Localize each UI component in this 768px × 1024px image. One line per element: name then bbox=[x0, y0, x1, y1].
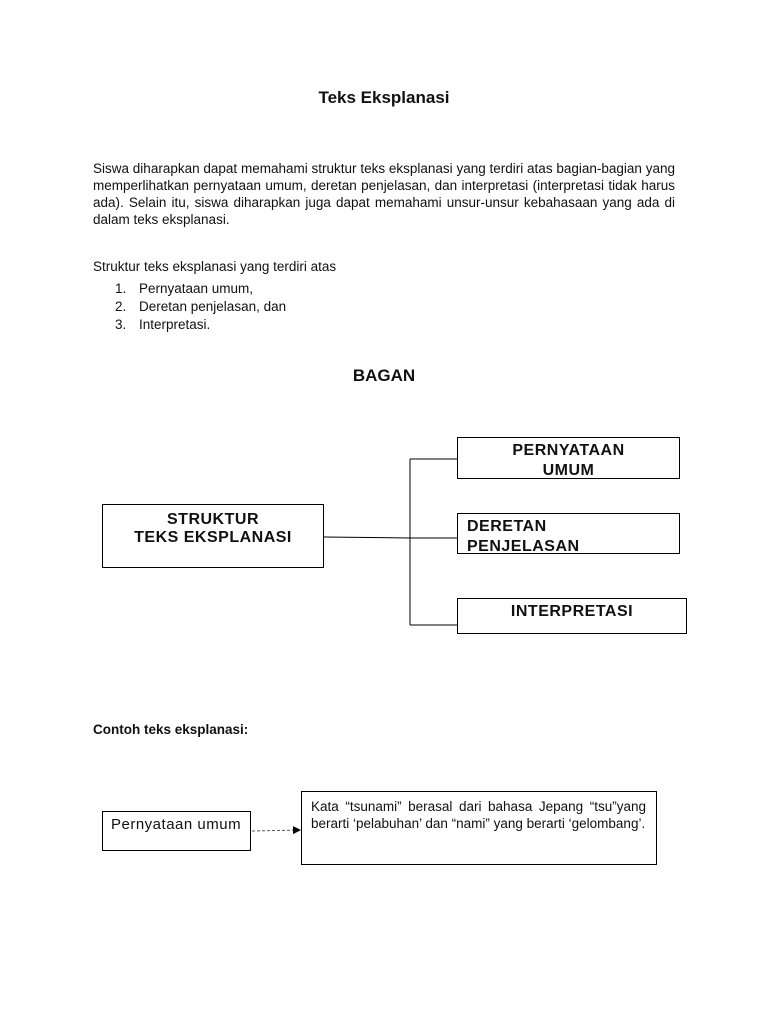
example-arrow bbox=[252, 830, 300, 831]
structure-list-intro: Struktur teks eksplanasi yang terdiri atas bbox=[93, 259, 337, 274]
document-title: Teks Eksplanasi bbox=[318, 88, 450, 107]
example-text: Kata “tsunami” berasal dari bahasa Jepang “tsu”yang berarti ‘pelabuhan’ dan “nami” yang berarti ‘gelombang’. bbox=[311, 799, 646, 831]
diagram-heading: BAGAN bbox=[352, 366, 416, 385]
list-item bbox=[93, 316, 286, 334]
branch-label: PERNYATAAN UMUM bbox=[512, 442, 625, 479]
branch-box-interpretasi bbox=[457, 598, 687, 634]
intro-paragraph: Siswa diharapkan dapat memahami struktur teks eksplanasi yang terdiri atas bagian-bagian yang memperlihatkan pernyataan umum, deretan penjelasan, dan interpretasi (interpretasi tidak harus ada). Selain itu, siswa diharapkan juga dapat memahami unsur-unsur kebahasaan yang ada di dalam teks eksplanasi. bbox=[93, 161, 675, 227]
list-item bbox=[93, 280, 286, 298]
root-label-line2: TEKS EKSPLANASI bbox=[134, 529, 292, 546]
example-heading: Contoh teks eksplanasi: bbox=[93, 722, 249, 737]
list-item-number: 3. bbox=[115, 317, 127, 332]
list-item-text: Pernyataan umum, bbox=[139, 281, 254, 296]
branch-label: INTERPRETASI bbox=[510, 603, 634, 620]
root-label-line1: STRUKTUR bbox=[167, 511, 259, 528]
list-item-number: 1. bbox=[115, 281, 127, 296]
structure-list bbox=[93, 280, 286, 334]
branch-box-pernyataan bbox=[457, 437, 680, 479]
root-connector bbox=[324, 537, 410, 538]
example-label: Pernyataan umum bbox=[111, 816, 242, 833]
list-item-number: 2. bbox=[115, 299, 127, 314]
example-text-box bbox=[301, 791, 657, 865]
branch-box-deretan bbox=[457, 513, 680, 554]
list-item-text: Deretan penjelasan, dan bbox=[139, 299, 287, 314]
structure-root-box bbox=[102, 504, 324, 568]
list-item-text: Interpretasi. bbox=[139, 317, 211, 332]
list-item bbox=[93, 298, 286, 316]
branch-label: DERETAN PENJELASAN bbox=[467, 518, 580, 554]
example-label-box bbox=[102, 811, 251, 851]
